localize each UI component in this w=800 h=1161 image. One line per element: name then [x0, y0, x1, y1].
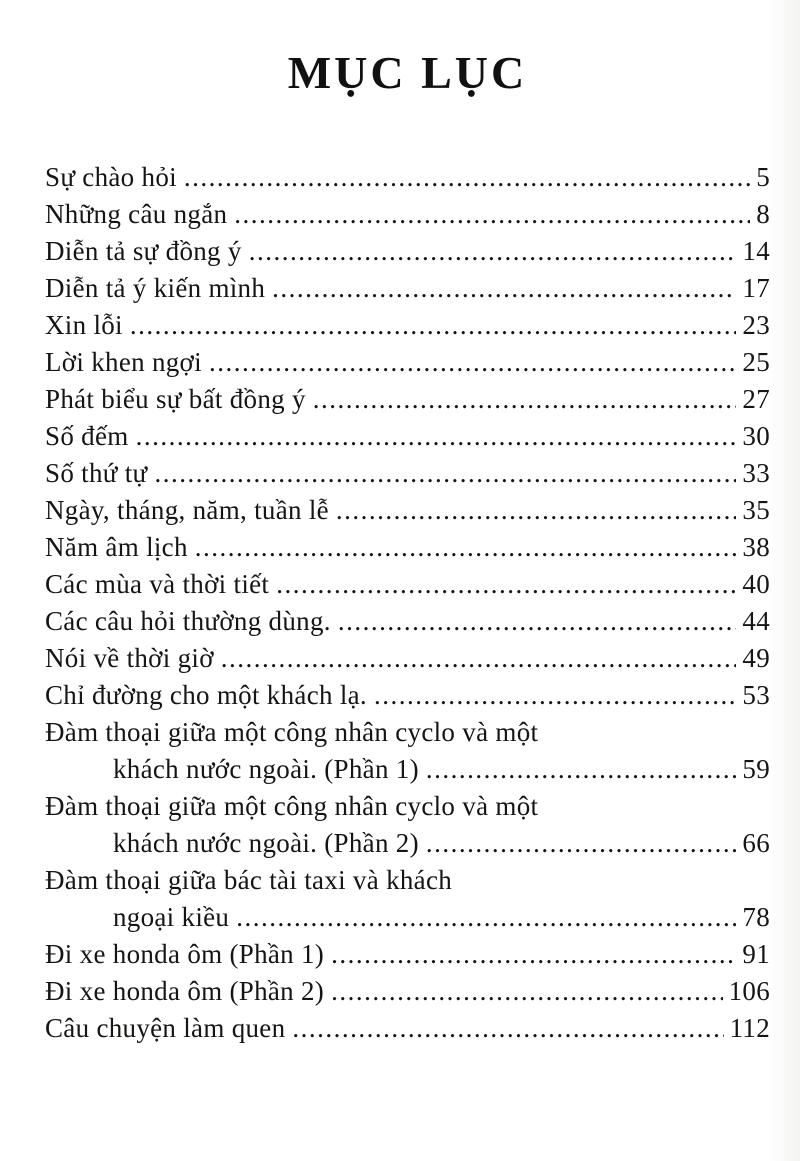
toc-entry-title: Ngày, tháng, năm, tuần lễ [45, 495, 329, 525]
toc-page-number: 78 [742, 902, 770, 932]
leader-dots [184, 159, 750, 196]
toc-entry-title: Câu chuyện làm quen [45, 1013, 286, 1043]
toc-entry-title: Diễn tả ý kiến mình [45, 273, 266, 303]
toc-entry-title: Nói về thời giờ [45, 643, 214, 673]
toc-entry [45, 492, 770, 529]
toc-entry [45, 936, 770, 973]
toc-page-number: 35 [742, 495, 770, 525]
toc-page-number: 53 [742, 680, 770, 710]
toc-entry [45, 307, 770, 344]
leader-dots [272, 270, 736, 307]
toc-entry-title-line1: Đàm thoại giữa bác tài taxi và khách [45, 865, 453, 895]
toc-entry-title-line2: ngoại kiều [113, 902, 230, 932]
toc-entry [45, 381, 770, 418]
leader-dots [221, 640, 737, 677]
leader-dots [331, 936, 736, 973]
leader-dots [155, 455, 737, 492]
toc-entry-title-line1: Đàm thoại giữa một công nhân cyclo và một [45, 717, 539, 747]
leader-dots [236, 899, 736, 936]
toc-entry-title: Đi xe honda ôm (Phần 2) [45, 976, 325, 1006]
leader-dots [426, 751, 737, 788]
toc-page-number: 91 [742, 939, 770, 969]
toc-page-number: 66 [742, 828, 770, 858]
toc-page-number: 14 [742, 236, 770, 266]
leader-dots [130, 307, 737, 344]
toc-entry [45, 714, 770, 788]
leader-dots [336, 492, 736, 529]
leader-dots [136, 418, 737, 455]
toc-page-number: 30 [742, 421, 770, 451]
toc-entry-title: Số đếm [45, 421, 129, 451]
leader-dots [331, 973, 722, 1010]
toc-page-number: 8 [756, 199, 770, 229]
leader-dots [209, 344, 736, 381]
toc-entry [45, 418, 770, 455]
toc-entry [45, 270, 770, 307]
toc-entry-title: Những câu ngắn [45, 199, 228, 229]
toc-entry-title: Xin lỗi [45, 310, 123, 340]
toc-entry [45, 973, 770, 1010]
leader-dots [426, 825, 737, 862]
toc-entry [45, 529, 770, 566]
toc-entry-title: Số thứ tự [45, 458, 148, 488]
toc-entry [45, 196, 770, 233]
leader-dots [276, 566, 736, 603]
toc-entry [45, 455, 770, 492]
toc-entry [45, 159, 770, 196]
toc-list [45, 159, 770, 1047]
toc-page-number: 27 [742, 384, 770, 414]
toc-entry-title: Các câu hỏi thường dùng. [45, 606, 331, 636]
toc-page-number: 44 [742, 606, 770, 636]
toc-entry [45, 677, 770, 714]
leader-dots [195, 529, 737, 566]
toc-entry-title: Diễn tả sự đồng ý [45, 236, 242, 266]
toc-page-number: 17 [742, 273, 770, 303]
toc-entry-title: Chỉ đường cho một khách lạ. [45, 680, 367, 710]
toc-entry [45, 862, 770, 936]
toc-entry [45, 640, 770, 677]
toc-entry [45, 603, 770, 640]
toc-entry-title: Lời khen ngợi [45, 347, 202, 377]
toc-page-number: 112 [729, 1013, 770, 1043]
toc-entry [45, 566, 770, 603]
toc-page-number: 25 [742, 347, 770, 377]
leader-dots [338, 603, 737, 640]
toc-entry-title: Các mùa và thời tiết [45, 569, 270, 599]
leader-dots [234, 196, 750, 233]
leader-dots [313, 381, 737, 418]
toc-page-number: 38 [742, 532, 770, 562]
toc-entry-title: Năm âm lịch [45, 532, 188, 562]
toc-page-number: 5 [756, 162, 770, 192]
toc-entry-title: Phát biểu sự bất đồng ý [45, 384, 306, 414]
toc-page-number: 59 [742, 754, 770, 784]
toc-entry-title-line2: khách nước ngoài. (Phần 1) [113, 754, 419, 784]
toc-entry-title-line2: khách nước ngoài. (Phần 2) [113, 828, 419, 858]
leader-dots [374, 677, 736, 714]
toc-entry [45, 1010, 770, 1047]
leader-dots [249, 233, 737, 270]
toc-page-number: 40 [742, 569, 770, 599]
toc-entry [45, 344, 770, 381]
toc-page-number: 106 [728, 976, 770, 1006]
toc-entry-title: Sự chào hỏi [45, 162, 177, 192]
toc-entry [45, 788, 770, 862]
toc-page-number: 23 [742, 310, 770, 340]
toc-page-number: 49 [742, 643, 770, 673]
page-title: MỤC LỤC [287, 47, 528, 98]
toc-entry-title-line1: Đàm thoại giữa một công nhân cyclo và một [45, 791, 539, 821]
toc-page-number: 33 [742, 458, 770, 488]
leader-dots [292, 1010, 723, 1047]
toc-entry-title: Đi xe honda ôm (Phần 1) [45, 939, 325, 969]
toc-entry [45, 233, 770, 270]
